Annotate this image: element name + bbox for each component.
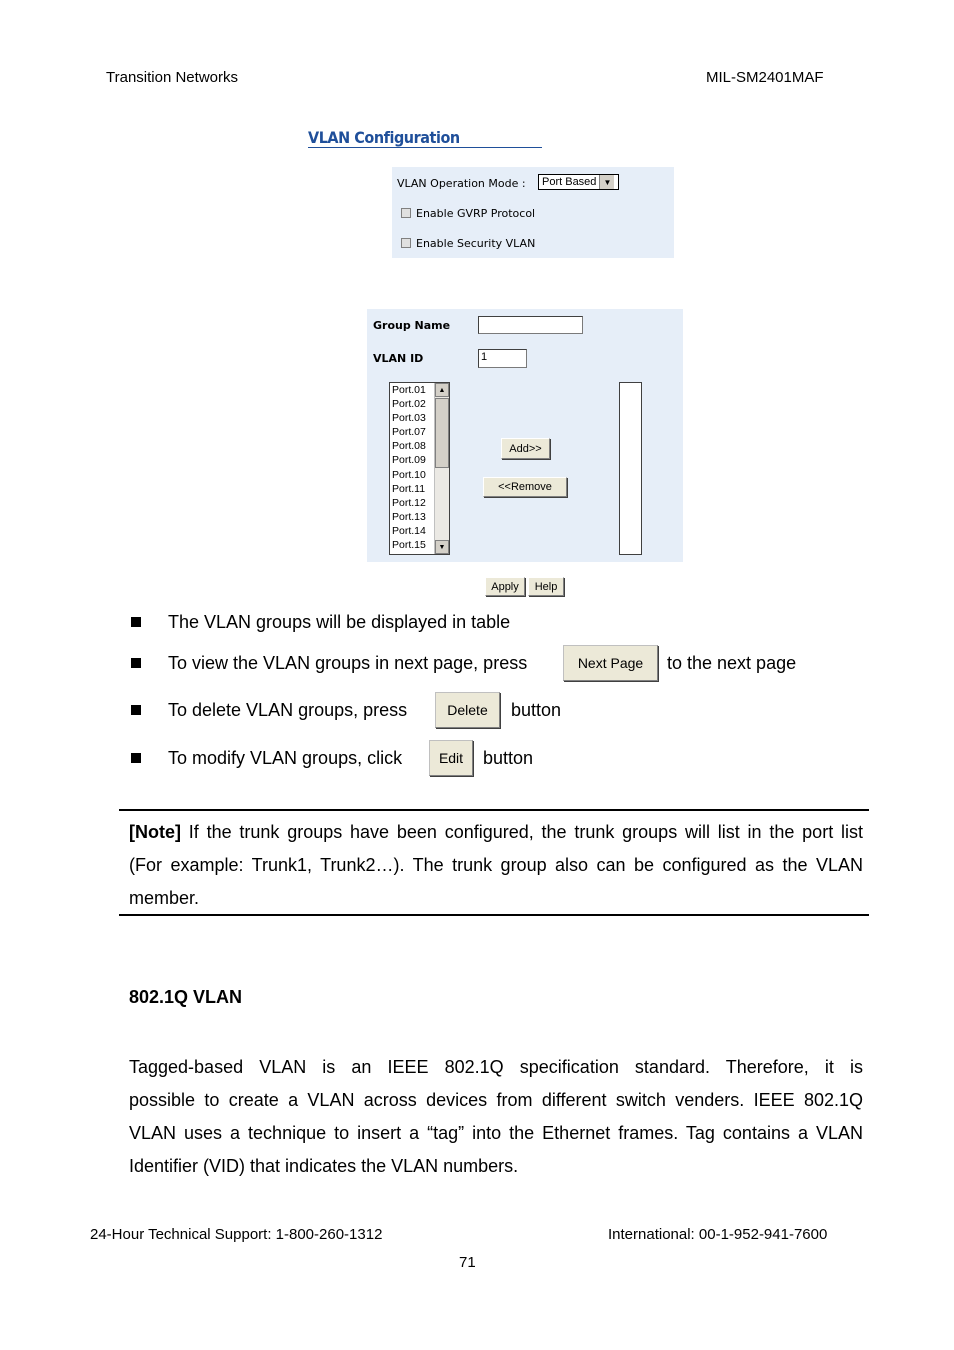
security-vlan-checkbox[interactable]: [401, 238, 411, 248]
chevron-down-icon: ▼: [599, 175, 614, 189]
para-line-2: possible to create a VLAN across devices from different switch venders. IEEE 802.1Q: [129, 1090, 863, 1110]
footer-international: International: 00-1-952-941-7600: [608, 1226, 828, 1243]
vlan-mode-panel: [392, 167, 674, 258]
note-label: [Note]: [129, 822, 181, 842]
section-heading: 802.1Q VLAN: [129, 987, 243, 1007]
bullet-text-3-post: button: [511, 700, 562, 720]
port-list-item[interactable]: Port.15: [392, 539, 426, 552]
group-name-input[interactable]: [478, 316, 583, 334]
gvrp-label: Enable GVRP Protocol: [416, 207, 536, 220]
note-line-2: (For example: Trunk1, Trunk2…). The trunk group also can be configured as the VLAN: [129, 855, 863, 875]
bullet-square: [131, 705, 141, 715]
bullet-text-4: To modify VLAN groups, click: [168, 748, 403, 768]
para-line-1: Tagged-based VLAN is an IEEE 802.1Q specification standard. Therefore, it is: [129, 1057, 863, 1077]
port-list-item[interactable]: Port.01: [392, 384, 426, 396]
port-list-item[interactable]: Port.07: [392, 426, 426, 439]
edit-button[interactable]: Edit: [429, 740, 473, 776]
title-underline: [308, 147, 542, 148]
note-text: [129, 816, 863, 915]
note-line-1: [129, 816, 863, 849]
page-number: 71: [459, 1254, 476, 1271]
operation-mode-label: VLAN Operation Mode :: [397, 177, 526, 190]
bullet-text-2-post: to the next page: [667, 653, 797, 673]
note-line-1-text: If the trunk groups have been configured, the trunk groups will list in the port list: [188, 822, 863, 842]
note-line-3: member.: [129, 888, 200, 908]
operation-mode-value: Port Based: [542, 176, 597, 188]
apply-button[interactable]: Apply: [485, 577, 525, 596]
bullet-square: [131, 658, 141, 668]
section-paragraph: [129, 1051, 863, 1183]
footer-support: 24-Hour Technical Support: 1-800-260-1312: [90, 1226, 383, 1243]
scroll-up-icon[interactable]: ▲: [435, 383, 449, 397]
port-list-item[interactable]: Port.08: [392, 440, 426, 453]
add-button[interactable]: Add>>: [501, 438, 550, 459]
gvrp-checkbox[interactable]: [401, 208, 411, 218]
note-bottom-rule: [119, 914, 869, 916]
port-list-item[interactable]: Port.12: [392, 496, 426, 509]
port-list-scrollbar[interactable]: [434, 383, 449, 554]
note-top-rule: [119, 809, 869, 811]
port-list-item[interactable]: Port.14: [392, 524, 426, 537]
bullet-square: [131, 617, 141, 627]
para-line-3: VLAN uses a technique to insert a “tag” into the Ethernet frames. Tag contains a VLAN: [129, 1123, 863, 1143]
port-list-item[interactable]: Port.13: [392, 510, 426, 523]
delete-button[interactable]: Delete: [435, 692, 500, 728]
remove-button[interactable]: <<Remove: [483, 477, 567, 497]
help-button[interactable]: Help: [528, 577, 564, 596]
group-name-label: Group Name: [373, 319, 451, 332]
vlan-config-title: VLAN Configuration: [308, 128, 460, 147]
security-vlan-label: Enable Security VLAN: [416, 237, 536, 250]
bullet-text-2: To view the VLAN groups in next page, press: [168, 653, 528, 673]
member-ports-list[interactable]: [619, 382, 642, 555]
port-list-item[interactable]: Port.11: [392, 482, 426, 495]
port-list-item[interactable]: Port.09: [392, 454, 426, 467]
scroll-thumb[interactable]: [435, 398, 449, 468]
para-line-4: Identifier (VID) that indicates the VLAN numbers.: [129, 1156, 519, 1176]
available-ports-list[interactable]: [389, 382, 450, 555]
header-left: Transition Networks: [106, 69, 238, 86]
port-list-item[interactable]: Port.10: [392, 468, 426, 481]
port-list-item[interactable]: Port.03: [392, 412, 426, 425]
bullet-text-1: The VLAN groups will be displayed in table: [168, 612, 511, 632]
port-list-item[interactable]: Port.02: [392, 398, 426, 411]
vlan-id-label: VLAN ID: [373, 352, 424, 365]
operation-mode-select[interactable]: [538, 174, 619, 190]
bullet-text-3: To delete VLAN groups, press: [168, 700, 408, 720]
vlan-group-panel: [367, 309, 683, 562]
header-right: MIL-SM2401MAF: [706, 69, 824, 86]
scroll-down-icon[interactable]: ▼: [435, 540, 449, 554]
next-page-button[interactable]: Next Page: [563, 645, 658, 681]
vlan-id-input[interactable]: 1: [478, 349, 527, 368]
bullet-text-4-post: button: [483, 748, 534, 768]
bullet-square: [131, 753, 141, 763]
